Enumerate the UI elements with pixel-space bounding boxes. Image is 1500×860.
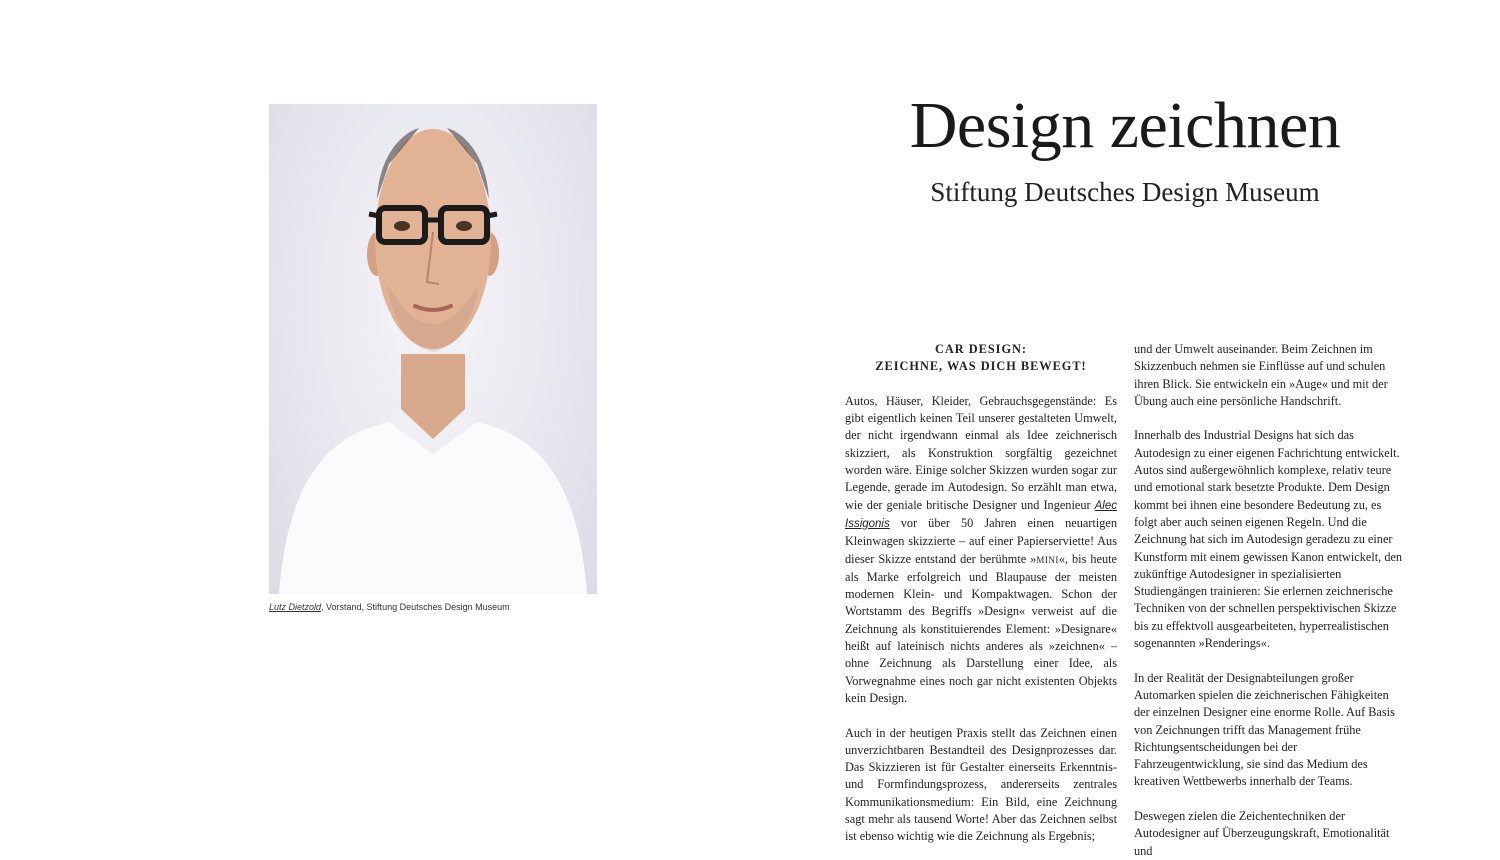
page-subtitle: Stiftung Deutsches Design Museum	[930, 177, 1320, 207]
paragraph-1	[845, 393, 1117, 707]
article-column-left	[845, 341, 1117, 846]
caption-text: , Vorstand, Stiftung Deutsches Design Museum	[321, 602, 510, 612]
paragraph-2: Auch in der heutigen Praxis stellt das Zeichnen einen unverzichtbaren Bestandteil des Designprozesses dar. Das Skizzieren ist für Gestalter einerseits Erkenntnis- und Formfindungsprozess, andererseits zentrales Kommunikationsmedium: Ein Bild, eine Zeichnung sagt mehr als tausend Worte! Aber das Zeichnen selbst ist ebenso wichtig wie die Zeichnung als Ergebnis;	[845, 725, 1117, 844]
photo-caption	[269, 602, 629, 612]
paragraph-1-text-a: Autos, Häuser, Kleider, Gebrauchsgegenstände: Es gibt eigentlich keinen Teil unserer gestalteten Umwelt, der nicht irgendwann einmal als Idee zeichnerisch skizziert, als Konstruktion sorgfältig gezeichnet worden wäre. Einige solcher Skizzen wurden sogar zur Legende, gerade im Autodesign. So erzählt man etwa, wie der geniale britische Designer und Ingenieur	[845, 393, 1117, 512]
section-heading-line1: CAR DESIGN:	[935, 342, 1027, 356]
paragraph-4: Innerhalb des Industrial Designs hat sich das Autodesign zu einer eigenen Fachrichtung entwickelt. Autos sind außergewöhnlich komplexe, relativ teure und emotional stark besetzte Produkte. Dem Design kommt bei ihnen eine besondere Bedeutung zu, es folgt aber auch seinen eigenen Regeln. Und die Zeichnung hat sich im Autodesign geradezu zu einer Kunstform mit einem gewissen Kanon entwickelt, den zukünftige Autodesigner in spezialisierten Studiengängen trainieren: Sie erlernen zeichnerische Techniken von der schnellen perspektivischen Skizze bis zu effektvoll ausgearbeiteten, hyperrealistischen sogenannten »Renderings«.	[1134, 428, 1403, 651]
portrait-photo-icon	[269, 104, 597, 594]
section-heading	[845, 341, 1117, 376]
alec-issigonis-link[interactable]: Alec Issigonis	[845, 499, 1117, 530]
caption-name-link[interactable]: Lutz Dietzold	[269, 602, 322, 612]
paragraph-6: Deswegen zielen die Zeichentechniken der Autodesigner auf Überzeugungskraft, Emotionalität und	[1134, 809, 1390, 858]
article-column-right	[1134, 341, 1406, 860]
mini-brand-text: MINI	[1036, 554, 1059, 565]
portrait-photo	[269, 104, 597, 594]
paragraph-1-text-b: vor über 50 Jahren einen neuartigen Kleinwagen skizzierte – auf einer Papierserviette! Aus dieser Skizze entstand der berühmte »	[845, 515, 1117, 566]
paragraph-3: und der Umwelt auseinander. Beim Zeichnen im Skizzenbuch nehmen sie Einflüsse auf und schulen ihren Blick. Sie entwickeln ein »Auge« und mit der Übung auch eine persönliche Handschrift.	[1134, 342, 1388, 408]
paragraph-1-text-c: «, bis heute als Marke erfolgreich und Blaupause der meisten modernen Klein- und Kompaktwagen. Schon der Wortstamm des Begriffs »Design« verweist auf die Zeichnung als konstituierendes Element: »Designare« heißt auf lateinisch nichts anderes als »zeichnen« – ohne Zeichnung als Darstellung einer Idee, als Vorwegnahme eines noch gar nicht existenten Objekts kein Design.	[845, 551, 1117, 705]
page-title: Design zeichnen	[909, 89, 1341, 162]
section-heading-line2: ZEICHNE, WAS DICH BEWEGT!	[875, 359, 1087, 374]
paragraph-5: In der Realität der Designabteilungen großer Automarken spielen die zeichnerischen Fähigkeiten der einzelnen Designer eine enorme Rolle. Auf Basis von Zeichnungen trifft das Management frühe Richtungsentscheidungen bei der Fahrzeugentwicklung, sie sind das Medium des kreativen Wettbewerbs innerhalb der Teams.	[1134, 670, 1395, 789]
